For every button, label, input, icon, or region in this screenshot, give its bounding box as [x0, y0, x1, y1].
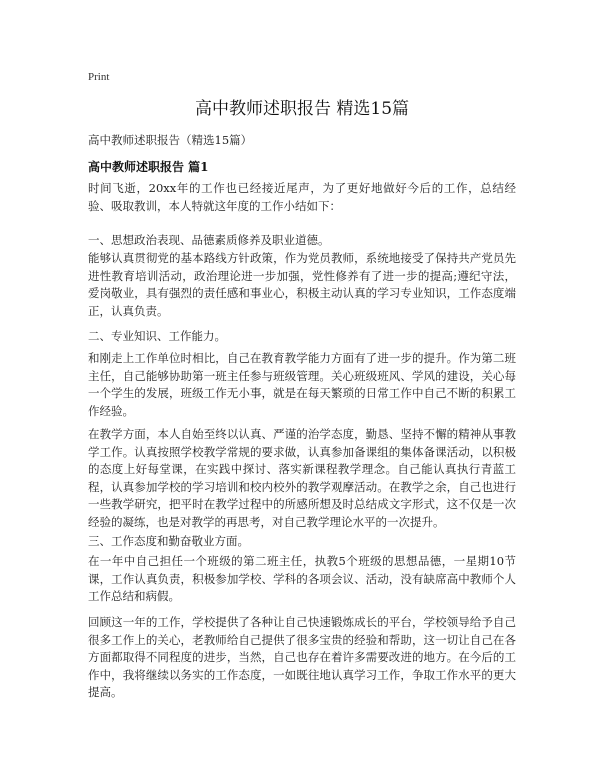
- intro-paragraph: 时间飞逝，20xx年的工作也已经接近尾声，为了更好地做好今后的工作，总结经验、吸取教训，本人特就这年度的工作小结如下：: [88, 181, 516, 213]
- heading-work-attitude: 三、工作态度和勤奋敬业方面。: [88, 534, 249, 548]
- document-title: 高中教师述职报告 精选15篇: [194, 99, 410, 119]
- heading-professional-knowledge: 二、专业知识、工作能力。: [88, 329, 226, 343]
- heading-political-performance: 一、思想政治表现、品德素质修养及职业道德。: [88, 233, 330, 247]
- section-heading: 高中教师述职报告 篇1: [88, 160, 209, 174]
- paragraph-work-attitude: 在一年中自己担任一个班级的第二班主任，执教5个班级的思想品德，一星期10节课，工作认真负责，积极参加学校、学科的各项会议、活动，没有缺席高中教师个人工作总结和病假。: [88, 554, 516, 604]
- print-label[interactable]: Print: [88, 71, 110, 83]
- paragraph-political-performance: 能够认真贯彻党的基本路线方针政策，作为党员教师，系统地接受了保持共产党员先进性教育培训活动，政治理论进一步加强，党性修养有了进一步的提高;遵纪守法，爱岗敬业，具有强烈的责任感和事业心，积极主动认真的学习专业知识，工作态度端正，认真负责。: [88, 251, 516, 318]
- paragraph-professional-knowledge: 和刚走上工作单位时相比，自己在教育教学能力方面有了进一步的提升。作为第二班主任，自己能够协助第一班主任参与班级管理。关心班级班风、学风的建设，关心每一个学生的发展，班级工作无小事，就是在每天繁琐的日常工作中自己不断的积累工作经验。: [88, 351, 516, 418]
- document-subtitle: 高中教师述职报告（精选15篇）: [88, 133, 253, 147]
- paragraph-teaching: 在教学方面，本人自始至终以认真、严谨的治学态度，勤恳、坚持不懈的精神从事教学工作。认真按照学校教学常规的要求做，认真参加备课组的集体备课活动，以积极的态度上好每堂课，在实践中探讨、落实新课程教学理念。自己能认真执行青蓝工程，认真参加学校的学习培训和校内校外的教学观摩活动。在教学之余，自己也进行一些教学研究，把平时在教学过程中的所感所想及时总结成文字形式，这不仅是一次经验的凝练，也是对教学的再思考，对自己教学理论水平的一次提升。: [88, 427, 516, 529]
- paragraph-review: 回顾这一年的工作，学校提供了各种让自己快速锻炼成长的平台，学校领导给予自己很多工作上的关心，老教师给自己提供了很多宝贵的经验和帮助，这一切让自己在各方面都取得不同程度的进步，当然，自己也存在着许多需要改进的地方。在今后的工作中，我将继续以务实的工作态度，一如既往地认真学习工作，争取工作水平的更大提高。: [88, 615, 516, 700]
